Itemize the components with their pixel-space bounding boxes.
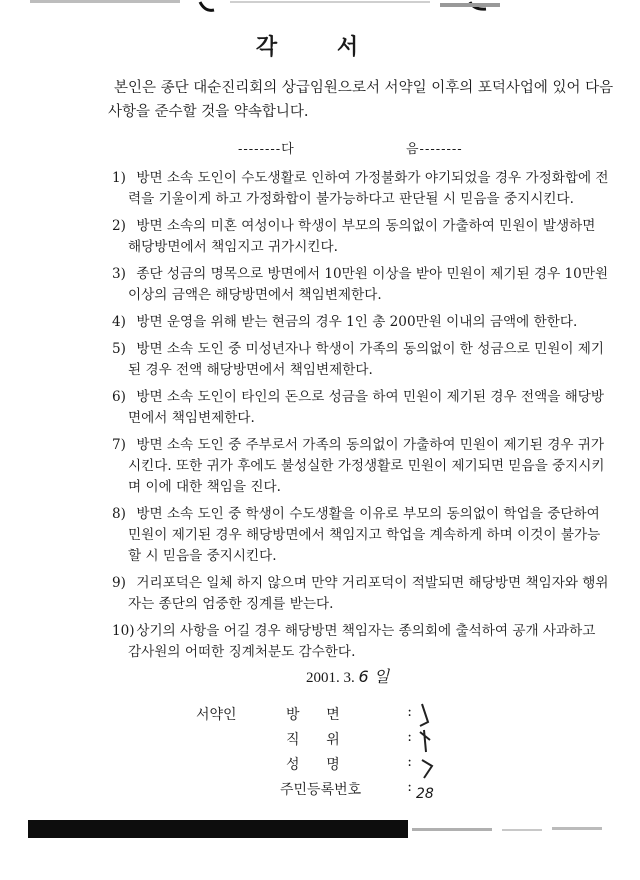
scan-artifact-bottom-noise [412,824,612,836]
clause-item [112,621,612,663]
redaction-block [412,672,640,822]
signer-label: 서약인 [196,707,237,723]
clause-text: 방면 소속 도인 중 주부로서 가족의 동의없이 가출하여 민원이 제기된 경우 귀가시킨다. 또한 귀가 후에도 불성실한 가정생활로 민원이 제기되면 믿음을 중지시키며 이에 대한 책임을 진다. [128,437,605,495]
clause-number: 5) [112,341,126,357]
clause-number: 3) [112,266,126,282]
handwritten-number: 28 [416,786,434,802]
clause-text: 방면 소속 도인이 타인의 돈으로 성금을 하여 민원이 제기된 경우 전액을 해당방면에서 책임변제한다. [128,389,605,426]
clause-list [112,168,612,669]
clause-item [112,312,612,333]
section-divider [238,138,538,157]
clause-text: 거리포덕은 일체 하지 않으며 만약 거리포덕이 적발되면 해당방면 책임자와 행위자는 종단의 엄중한 징계를 받는다. [128,575,609,612]
clause-number: 8) [112,506,126,522]
field-colon: : [407,754,412,770]
divider-left: --------다 [238,142,295,157]
clause-number: 2) [112,218,126,234]
field-colon: : [407,779,412,795]
clause-text: 방면 소속 도인 중 학생이 수도생활을 이유로 부모의 동의없이 학업을 중단하여 민원이 제기된 경우 해당방면에서 책임지고 학업을 계속하게 하며 이것이 불가능할 시 믿음을 중지시킨다. [128,506,601,564]
clause-item [112,435,612,498]
field-label: 방 면 [286,707,340,723]
clause-item [112,339,612,381]
clause-number: 10) [112,623,135,639]
field-label: 주민등록번호 [280,782,362,798]
clause-text: 상기의 사항을 어길 경우 해당방면 책임자는 종의회에 출석하여 공개 사과하고 감사원의 어떠한 징계처분도 감수한다. [128,623,596,660]
document-title: 각 서 [255,34,385,60]
scan-artifact-bottom-bar [28,820,408,838]
clause-text: 방면 소속의 미혼 여성이나 학생이 부모의 동의없이 가출하여 민원이 발생하면 해당방면에서 책임지고 귀가시킨다. [128,218,596,255]
divider-right: 음-------- [406,142,463,157]
field-position [286,729,416,754]
intro-paragraph: 본인은 종단 대순진리회의 상급임원으로서 서약일 이후의 포덕사업에 있어 다음 사항을 준수할 것을 약속합니다. [108,80,614,120]
clause-text: 방면 소속 도인 중 미성년자나 학생이 가족의 동의없이 한 성금으로 민원이 제기된 경우 전액 해당방면에서 책임변제한다. [128,341,605,378]
clause-item [112,168,612,210]
clause-item [112,264,612,306]
date-handwritten: 6 일 [358,667,390,686]
scan-artifact-top [0,0,640,14]
signer-fields [280,704,416,804]
clause-number: 6) [112,389,126,405]
clause-text: 방면 운영을 위해 받는 현금의 경우 1인 총 200만원 이내의 금액에 한한다. [136,314,578,330]
date-printed: 2001. 3. [306,670,355,686]
field-colon: : [407,729,412,745]
clause-item [112,216,612,258]
clause-item [112,504,612,567]
clause-number: 4) [112,314,126,330]
field-label: 직 위 [286,732,340,748]
clause-text: 방면 소속 도인이 수도생활로 인하여 가정불화가 야기되었을 경우 가정화합에 전력을 기울이게 하고 가정화합이 불가능하다고 판단될 시 믿음을 중지시킨다. [128,170,609,207]
field-bangmyeon [286,704,416,729]
clause-item [112,573,612,615]
clause-text: 종단 성금의 명목으로 방면에서 10만원 이상을 받아 민원이 제기된 경우 10만원 이상의 금액은 해당방면에서 책임변제한다. [128,266,609,303]
clause-number: 1) [112,170,126,186]
field-resident-number [280,779,416,804]
signing-date [306,664,389,687]
field-name [286,754,416,779]
clause-item [112,387,612,429]
clause-number: 9) [112,575,126,591]
field-label: 성 명 [286,757,340,773]
field-colon: : [407,704,412,720]
clause-number: 7) [112,437,126,453]
